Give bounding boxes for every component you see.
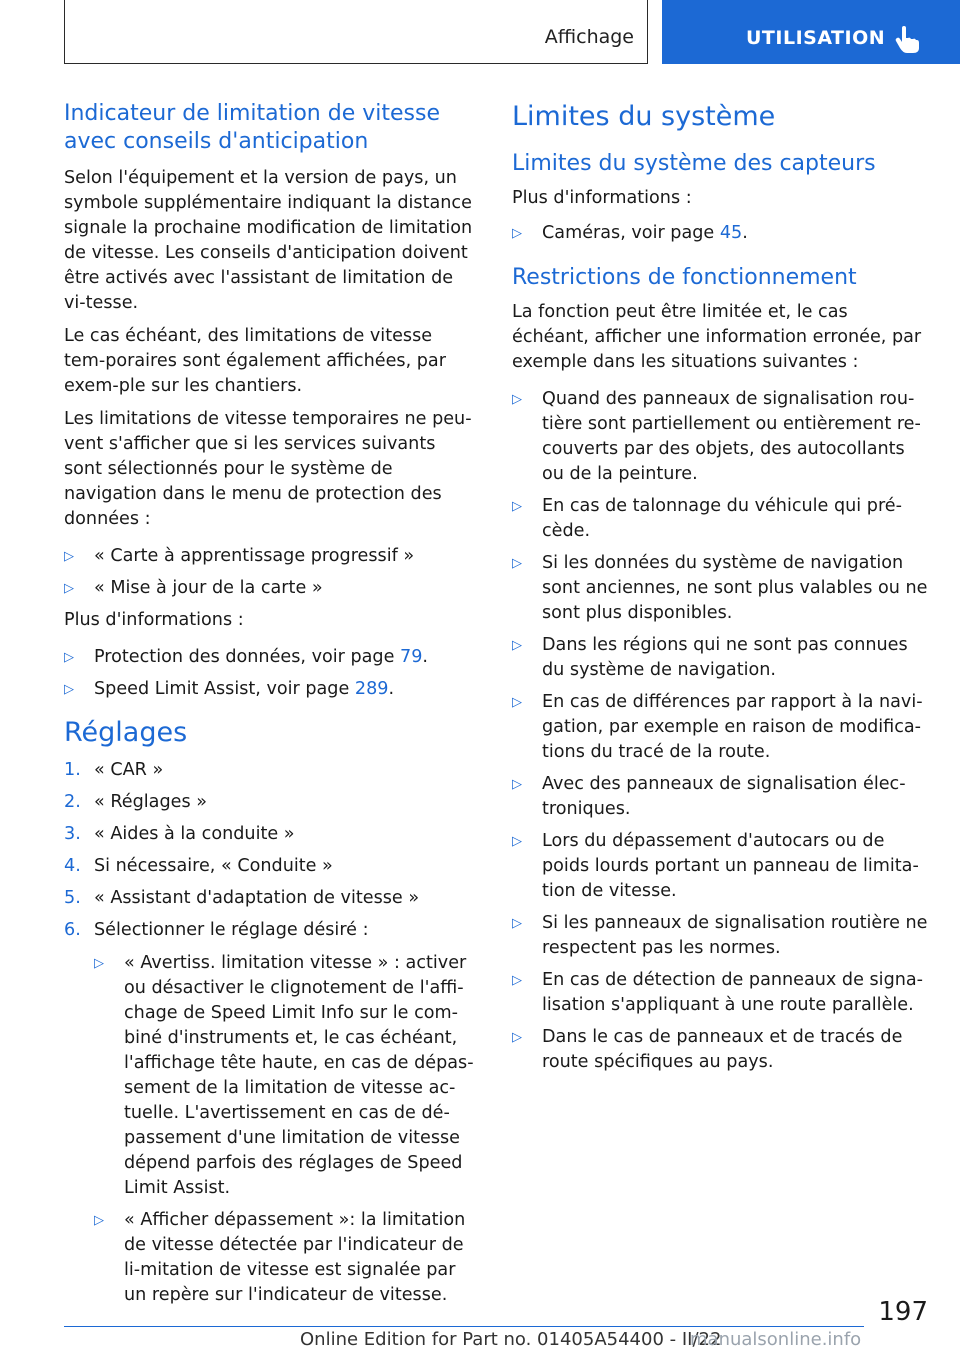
paragraph: Le cas échéant, des limitations de vitesse tem-poraires sont également affichées, par exem-ple sur les chantiers. xyxy=(64,326,446,396)
right-column xyxy=(512,100,930,1082)
list-item: ▷ Dans les régions qui ne sont pas connues du système de navigation. xyxy=(512,635,908,680)
list-item: ▷ Dans le cas de panneaux et de tracés de route spécifiques au pays. xyxy=(512,1027,903,1072)
bullet-triangle-icon: ▷ xyxy=(512,556,522,571)
list-item: ▷ « Mise à jour de la carte » xyxy=(64,576,478,601)
bullet-triangle-icon: ▷ xyxy=(64,581,74,596)
step-item: 1. « CAR » xyxy=(64,760,164,780)
heading-function-restrictions: Restrictions de fonctionnement xyxy=(512,265,857,290)
bullet-triangle-icon: ▷ xyxy=(512,777,522,792)
list-item: ▷ En cas de détection de panneaux de signa-lisation s'appliquant à une route parallèle. xyxy=(512,970,924,1015)
step-item: 5. « Assistant d'adaptation de vitesse » xyxy=(64,888,420,908)
more-info-label: Plus d'informations : xyxy=(64,610,244,630)
list-item: ▷ « Afficher dépassement »: la limitation de vitesse détectée par l'indicateur de li-mitation de vitesse est signalée par un repère sur l'indicateur de vitesse. xyxy=(94,1210,466,1305)
bullet-triangle-icon: ▷ xyxy=(512,1030,522,1045)
paragraph: Les limitations de vitesse temporaires ne peu-vent s'afficher que si les services suivants sont sélectionnés pour le système de navigation dans le menu de protection des données : xyxy=(64,409,472,529)
step-item: 2. « Réglages » xyxy=(64,792,207,812)
list-item: ▷ Protection des données, voir page 79. xyxy=(64,645,478,670)
chapter-tab[interactable] xyxy=(662,0,960,64)
page-link-289[interactable]: 289 xyxy=(354,679,389,699)
heading-sensor-limits: Limites du système des capteurs xyxy=(512,151,876,176)
step-item: 4. Si nécessaire, « Conduite » xyxy=(64,856,333,876)
bullet-triangle-icon: ▷ xyxy=(64,682,74,697)
list-item: ▷ En cas de talonnage du véhicule qui pré-cède. xyxy=(512,496,902,541)
bullet-triangle-icon: ▷ xyxy=(512,695,522,710)
bullet-triangle-icon: ▷ xyxy=(94,1213,104,1228)
bullet-triangle-icon: ▷ xyxy=(512,499,522,514)
bullet-triangle-icon: ▷ xyxy=(64,650,74,665)
edition-text: Online Edition for Part no. 01405A54400 - II/22 xyxy=(300,1329,722,1350)
list-item: ▷ Quand des panneaux de signalisation rou-tière sont partiellement ou entièrement re-couverts par des objets, des autocollants ou de la peinture. xyxy=(512,389,921,484)
list-item: ▷ Si les panneaux de signalisation routière ne respectent pas les normes. xyxy=(512,913,928,958)
bullet-triangle-icon: ▷ xyxy=(512,392,522,407)
bullet-triangle-icon: ▷ xyxy=(512,973,522,988)
bullet-triangle-icon: ▷ xyxy=(64,549,74,564)
page-number: 197 xyxy=(878,1297,928,1327)
reference-list xyxy=(512,221,930,246)
page-link-79[interactable]: 79 xyxy=(400,647,423,667)
list-item: ▷ Lors du dépassement d'autocars ou de poids lourds portant un panneau de limita-tion de vitesse. xyxy=(512,831,919,901)
footer-divider xyxy=(64,1326,864,1327)
heading-system-limits: Limites du système xyxy=(512,101,776,132)
bullet-triangle-icon: ▷ xyxy=(94,956,104,971)
list-item: ▷ Avec des panneaux de signalisation élec-troniques. xyxy=(512,774,906,819)
list-item: ▷ Si les données du système de navigation sont anciennes, ne sont plus valables ou ne sont plus disponibles. xyxy=(512,553,928,623)
heading-speed-limit-anticipation: Indicateur de limitation de vitesse avec conseils d'anticipation xyxy=(64,101,440,154)
list-item: ▷ Speed Limit Assist, voir page 289. xyxy=(64,677,478,702)
setting-options xyxy=(94,951,478,1308)
restrictions-list xyxy=(512,387,930,1075)
list-item: ▷ Caméras, voir page 45. xyxy=(512,221,930,246)
bullet-triangle-icon: ▷ xyxy=(512,638,522,653)
bullet-triangle-icon: ▷ xyxy=(512,226,522,241)
hand-pointer-icon xyxy=(894,26,920,54)
bullet-triangle-icon: ▷ xyxy=(512,916,522,931)
step-item: 3. « Aides à la conduite » xyxy=(64,824,295,844)
list-item: ▷ « Carte à apprentissage progressif » xyxy=(64,544,478,569)
settings-steps xyxy=(64,758,478,1308)
more-info-label: Plus d'informations : xyxy=(512,188,692,208)
reference-list xyxy=(64,645,478,702)
chapter-tab-label: UTILISATION xyxy=(746,27,886,49)
list-item: ▷ En cas de différences par rapport à la navi-gation, par exemple en raison de modifica-tions du tracé de la route. xyxy=(512,692,923,762)
services-list xyxy=(64,544,478,601)
page-link-45[interactable]: 45 xyxy=(719,223,743,243)
paragraph: La fonction peut être limitée et, le cas échéant, afficher une information erronée, par exemple dans les situations suivantes : xyxy=(512,302,922,372)
watermark: manualsonline.info xyxy=(690,1329,862,1350)
list-item: ▷ « Avertiss. limitation vitesse » : activer ou désactiver le clignotement de l'affi-chage de Speed Limit Info sur le com-biné d'instruments et, le cas échéant, l'affichage tête haute, en cas de dépas-sement de la limitation de vitesse ac-tuelle. L'avertissement en cas de dé-passement d'une limitation de vitesse dépend parfois des réglages de Speed Limit Assist. xyxy=(94,953,474,1198)
bullet-triangle-icon: ▷ xyxy=(512,834,522,849)
section-title: Affichage xyxy=(544,26,634,48)
heading-settings: Réglages xyxy=(64,717,188,748)
step-item: 6. Sélectionner le réglage désiré : ▷ « Avertiss. limitation vitesse » : activer ou désactiver le clignotement de l'affi-chage de Speed Limit Info sur le com-biné d'instruments et, le cas échéant, l'affichage tête haute, en cas de dépas-sement de la limitation de vitesse ac-tuelle. L'avertissement en cas de dé-passement d'une limitation de vitesse dépend parfois des réglages de Speed Limit Assist. ▷ « Afficher dépassement »: la limitation de vitesse détectée par l'indicateur de li-mitation de vitesse est signalée par un repère sur l'indicateur de vitesse. xyxy=(64,918,478,1308)
left-column xyxy=(64,100,478,1315)
paragraph: Selon l'équipement et la version de pays, un symbole supplémentaire indiquant la distance signale la prochaine modification de limitation de vitesse. Les conseils d'anticipation doivent être activés avec l'assistant de limitation de vi-tesse. xyxy=(64,168,473,313)
